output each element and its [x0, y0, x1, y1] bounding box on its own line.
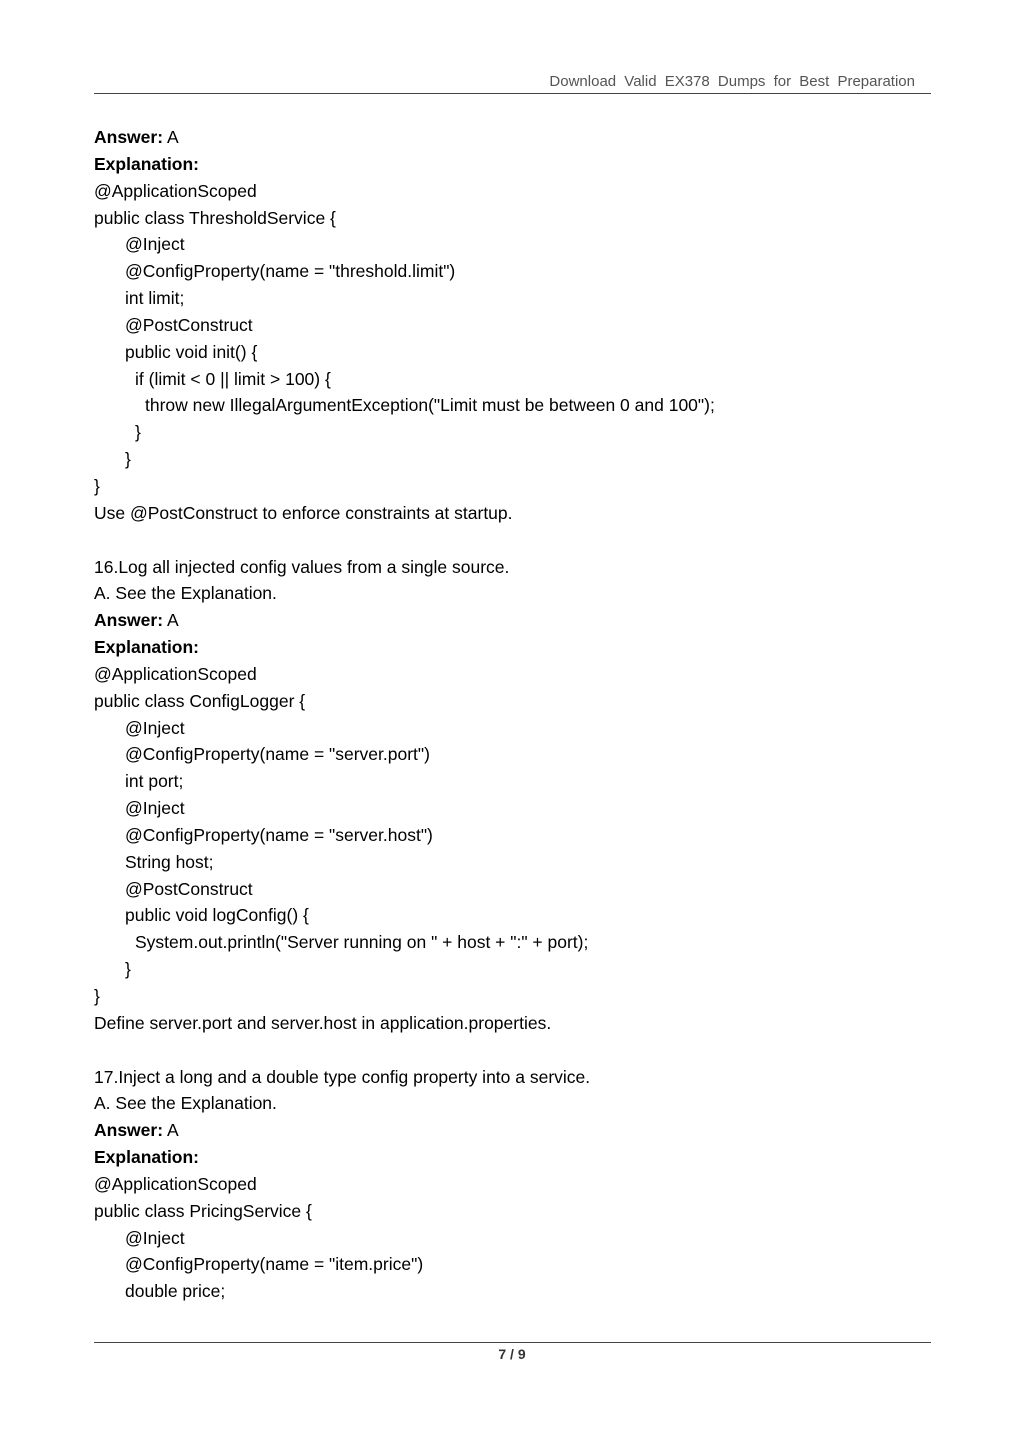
text-line — [94, 285, 931, 312]
text-line — [94, 1251, 931, 1278]
bold-label: Explanation: — [94, 637, 200, 658]
line-text: @Inject — [125, 798, 185, 819]
text-line — [94, 527, 931, 554]
document-body — [94, 124, 931, 1305]
line-text: 17.Inject a long and a double type config property into a service. — [94, 1066, 591, 1087]
line-text: @ConfigProperty(name = "item.price") — [125, 1254, 424, 1275]
line-text: public class ConfigLogger { — [94, 690, 306, 711]
text-line — [94, 634, 931, 661]
line-text: @ApplicationScoped — [94, 1173, 257, 1194]
bold-label: Explanation: — [94, 1147, 200, 1168]
text-line — [94, 822, 931, 849]
bold-label: Explanation: — [94, 153, 200, 174]
text-line — [94, 580, 931, 607]
text-line — [94, 956, 931, 983]
text-line — [94, 205, 931, 232]
text-line — [94, 258, 931, 285]
text-line — [94, 500, 931, 527]
line-text: @ConfigProperty(name = "threshold.limit") — [125, 261, 456, 282]
text-line — [94, 339, 931, 366]
text-line — [94, 178, 931, 205]
line-text: @ConfigProperty(name = "server.port") — [125, 744, 430, 765]
line-text: } — [94, 475, 100, 496]
text-line — [94, 124, 931, 151]
header-divider — [94, 93, 931, 94]
footer-divider — [94, 1342, 931, 1343]
line-text: } — [125, 449, 131, 470]
text-line — [94, 1090, 931, 1117]
text-line — [94, 929, 931, 956]
text-line — [94, 768, 931, 795]
text-line — [94, 876, 931, 903]
text-line — [94, 366, 931, 393]
line-text: A — [163, 610, 179, 631]
line-text: A. See the Explanation. — [94, 583, 277, 604]
line-text: } — [94, 986, 100, 1006]
line-text: @PostConstruct — [125, 878, 253, 899]
line-text: A. See the Explanation. — [94, 1093, 277, 1114]
text-line — [94, 715, 931, 742]
text-line — [94, 795, 931, 822]
text-line — [94, 1144, 931, 1171]
line-text: A — [163, 1120, 179, 1141]
text-line — [94, 607, 931, 634]
text-line — [94, 554, 931, 581]
line-text: @PostConstruct — [125, 314, 253, 335]
line-text: public class ThresholdService { — [94, 207, 336, 228]
line-text: @Inject — [125, 717, 185, 738]
line-text: Use @PostConstruct to enforce constraints at startup. — [94, 502, 513, 523]
text-line — [94, 983, 931, 1010]
text-line — [94, 446, 931, 473]
line-text: @Inject — [125, 234, 185, 255]
text-line — [94, 1037, 931, 1064]
line-text: A — [163, 127, 179, 147]
text-line — [94, 419, 931, 446]
line-text: public class PricingService { — [94, 1200, 312, 1221]
line-text: System.out.println("Server running on " + host + ":" + port); — [135, 932, 589, 953]
text-line — [94, 1225, 931, 1252]
line-text: public void init() { — [125, 341, 258, 362]
text-line — [94, 1171, 931, 1198]
line-text: @ApplicationScoped — [94, 663, 257, 684]
bold-label: Answer: — [94, 610, 164, 631]
line-text: public void logConfig() { — [125, 905, 309, 926]
line-text: String host; — [125, 851, 214, 872]
text-line — [94, 688, 931, 715]
text-line — [94, 392, 931, 419]
text-line — [94, 473, 931, 500]
line-text: int port; — [125, 771, 184, 792]
bold-label: Answer: — [94, 1120, 164, 1141]
text-line — [94, 902, 931, 929]
line-text: } — [125, 959, 131, 980]
line-text: throw new IllegalArgumentException("Limit must be between 0 and 100"); — [145, 395, 715, 416]
text-line — [94, 1117, 931, 1144]
line-text: double price; — [125, 1281, 226, 1302]
page-number: 7 / 9 — [498, 1346, 526, 1362]
text-line — [94, 312, 931, 339]
text-line — [94, 151, 931, 178]
page-header-title: Download Valid EX378 Dumps for Best Preparation — [549, 73, 915, 90]
line-text: if (limit < 0 || limit > 100) { — [135, 368, 331, 389]
line-text: @ApplicationScoped — [94, 180, 257, 201]
line-text: 16.Log all injected config values from a single source. — [94, 556, 510, 577]
text-line — [94, 1010, 931, 1037]
text-line — [94, 741, 931, 768]
bold-label: Answer: — [94, 127, 164, 147]
text-line — [94, 1198, 931, 1225]
line-text: } — [135, 422, 141, 443]
text-line — [94, 1064, 931, 1091]
text-line — [94, 849, 931, 876]
text-line — [94, 231, 931, 258]
line-text: int limit; — [125, 288, 185, 309]
text-line — [94, 1278, 931, 1305]
line-text: @ConfigProperty(name = "server.host") — [125, 824, 433, 845]
text-line — [94, 661, 931, 688]
line-text: Define server.port and server.host in application.properties. — [94, 1012, 552, 1033]
line-text: @Inject — [125, 1227, 185, 1248]
